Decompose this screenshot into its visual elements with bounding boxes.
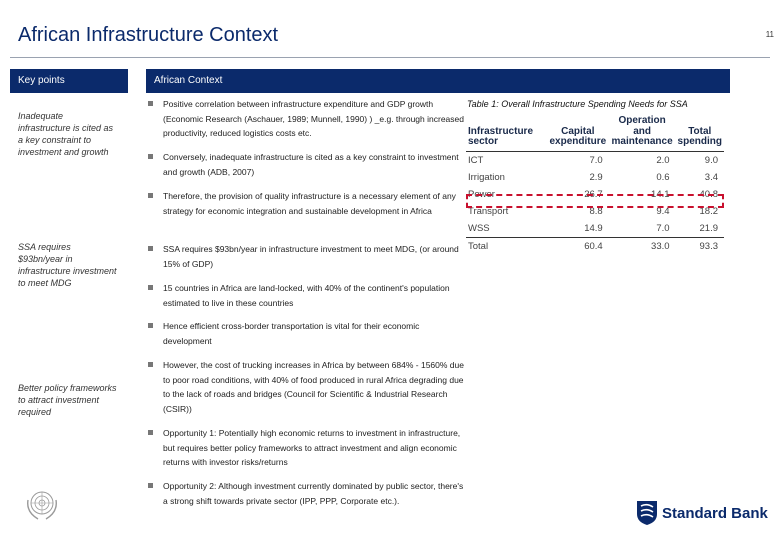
african-context-header: African Context — [146, 69, 730, 93]
column-header: Operation and maintenance — [609, 114, 676, 151]
title-divider — [10, 57, 770, 58]
table-cell: 14.9 — [584, 222, 603, 234]
bullet-9: Opportunity 2: Although investment currently dominated by public sector, there's a strong shift towards private sector (IPP, PPP, Corporate etc.). — [148, 479, 466, 508]
bullet-marker — [148, 323, 153, 328]
bullet-marker — [148, 430, 153, 435]
key-point-2: SSA requires $93bn/year in infrastructure investment to meet MDG — [18, 242, 117, 288]
table-row — [466, 169, 724, 186]
table-total-row — [466, 237, 724, 256]
key-point-3: Better policy frameworks to attract investment required — [18, 383, 117, 417]
column-header: Capital expenditure — [547, 114, 609, 151]
power-row-highlight — [466, 194, 724, 208]
standard-bank-shield-icon — [636, 500, 658, 526]
table-header-row — [466, 114, 724, 151]
table-cell: 2.0 — [656, 154, 670, 166]
bullet-marker — [148, 154, 153, 159]
table-cell: Transport — [468, 205, 509, 217]
table-cell: Irrigation — [468, 171, 505, 183]
key-points-header: Key points — [10, 69, 128, 93]
table-cell: 8.8 — [589, 205, 603, 217]
bullet-marker — [148, 362, 153, 367]
bullet-1: Positive correlation between infrastructure expenditure and GDP growth (Economic Research (Aschauer, 1989; Munnell, 1990) ) _e.g. through increased productivity, reduced logistics costs etc. — [148, 97, 466, 141]
un-emblem-icon — [22, 486, 62, 526]
standard-bank-wordmark: Standard Bank — [662, 504, 768, 522]
table-cell: Total — [466, 237, 547, 256]
table-cell: Power — [468, 188, 495, 200]
table-cell: 40.8 — [699, 188, 718, 200]
table-cell: 9.0 — [704, 154, 718, 166]
bullet-marker — [148, 285, 153, 290]
table-cell: 7.0 — [656, 222, 670, 234]
column-header: Infrastructure sector — [466, 114, 547, 151]
bullet-7: However, the cost of trucking increases in Africa by between 684% - 1560% due to poor road conditions, with 40% of food produced in rural Africa degrading due to the lack of roads and bridges (Council for Scientific & Industrial Research (CSIR)) — [148, 358, 466, 416]
table-cell: 93.3 — [676, 237, 724, 256]
table-caption: Table 1: Overall Infrastructure Spending Needs for SSA — [467, 99, 688, 109]
table-cell: 26.7 — [584, 188, 603, 200]
table-cell: 33.0 — [609, 237, 676, 256]
key-point-1: Inadequate infrastructure is cited as a key constraint to investment and growth — [18, 111, 114, 157]
table-row — [466, 151, 724, 169]
bullet-marker — [148, 246, 153, 251]
table-cell: 21.9 — [699, 222, 718, 234]
bullet-4: SSA requires $93bn/year in infrastructure investment to meet MDG, (or around 15% of GDP) — [148, 242, 466, 271]
bullet-3: Therefore, the provision of quality infrastructure is a necessary element of any strategy for economic integration and sustainable development in Africa — [148, 189, 466, 218]
bullet-2: Conversely, inadequate infrastructure is cited as a key constraint to investment and growth (ADB, 2007) — [148, 150, 466, 179]
page-number: 11 — [765, 30, 774, 39]
page-title: African Infrastructure Context — [18, 24, 279, 46]
table-cell: 7.0 — [589, 154, 603, 166]
table-cell: 0.6 — [656, 171, 670, 183]
table-cell: 60.4 — [547, 237, 609, 256]
bullet-marker — [148, 101, 153, 106]
bullet-8: Opportunity 1: Potentially high economic returns to investment in infrastructure, but requires better policy frameworks to attract investment and align economic returns with investor risks/returns — [148, 426, 466, 470]
table-cell: 9.4 — [656, 205, 670, 217]
table-row — [466, 220, 724, 238]
column-header: Total spending — [676, 114, 724, 151]
infrastructure-spending-table — [466, 114, 724, 256]
bullet-marker — [148, 483, 153, 488]
table-cell: 3.4 — [704, 171, 718, 183]
table-cell: 14.1 — [651, 188, 670, 200]
standard-bank-logo — [636, 500, 768, 526]
table-cell: 18.2 — [699, 205, 718, 217]
bullet-5: 15 countries in Africa are land-locked, with 40% of the continent's population estimated to live in these countries — [148, 281, 466, 310]
bullet-6: Hence efficient cross-border transportation is vital for their economic development — [148, 319, 466, 348]
bullet-marker — [148, 193, 153, 198]
table-cell: ICT — [468, 154, 484, 166]
table-cell: 2.9 — [589, 171, 603, 183]
table-cell: WSS — [468, 222, 490, 234]
